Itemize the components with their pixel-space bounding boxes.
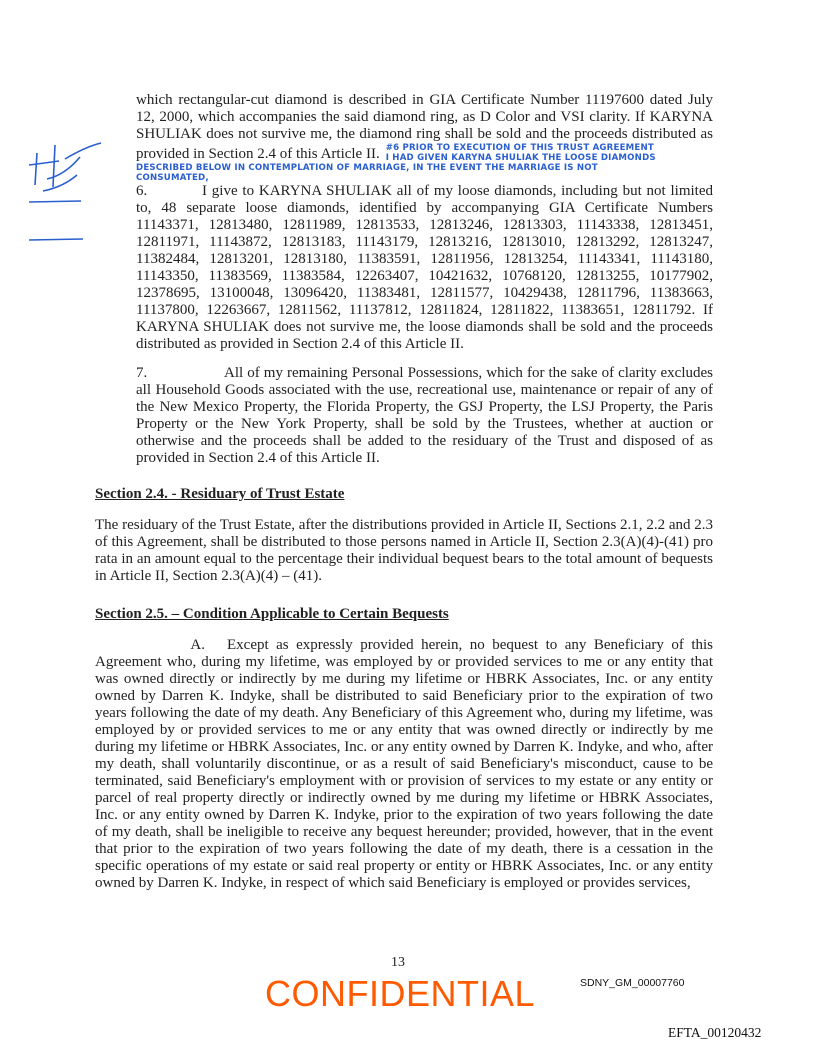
section-2-5-body <box>95 637 713 892</box>
paragraph-text: All of my remaining Personal Possessions, which for the sake of clarity excludes all Household Goods associated with the use, recreational use, maintenance or repair of any of the New Mexico Property, the Florida Property, the GSJ Property, the LSJ Property, the Paris Property or the New York Property, shall be sold by the Trustees, whether at auction or otherwise and the proceeds shall be added to the residuary of the Trust and disposed of as provided in Section 2.4 of this Article II. <box>136 365 713 466</box>
section-2-4-text: The residuary of the Trust Estate, after the distributions provided in Article II, Sections 2.1, 2.2 and 2.3 of this Agreement, shall be distributed to those persons named in Article II, Section 2.3(A)(4)-(41) pro rata in an amount equal to the percentage their individual bequest bears to the total amount of bequests in Article II, Section 2.3(A)(4) – (41). <box>95 517 713 584</box>
section-2-5-text: Except as expressly provided herein, no bequest to any Beneficiary of this Agreement who, during my lifetime, was employed by or provided services to me or any entity that was owned directly or indirectly by me during my lifetime or HBRK Associates, Inc. or any entity owned by Darren K. Indyke, shall be distributed to said Beneficiary prior to the expiration of two years following the date of my death. Any Beneficiary of this Agreement who, during my lifetime, was employed by or provided services to me or any entity that was owned directly or indirectly by me during my lifetime or HBRK Associates, Inc. or any entity owned by Darren K. Indyke, and who, after my death, shall voluntarily discontinue, or as a result of said Beneficiary's misconduct, cause to be terminated, said Beneficiary's employment with or provision of services to my estate or any entity or parcel of real property directly or indirectly owned by me during my lifetime or HBRK Associates, Inc. or any entity owned by Darren K. Indyke, prior to the expiration of two years following the date of my death, shall be ineligible to receive any bequest hereunder; provided, however, that in the event that prior to the expiration of two years following the date of my death, there is a cessation in the specific operations of my estate or said real property or entity or HBRK Associates, Inc. or any entity owned by Darren K. Indyke, in respect of which said Beneficiary is employed or provides services, <box>95 637 713 891</box>
handwritten-line: #6 PRIOR TO EXECUTION OF THIS TRUST AGREEMENT <box>385 143 654 153</box>
paragraph-number: 6. <box>136 183 148 199</box>
section-2-4-heading: Section 2.4. - Residuary of Trust Estate <box>95 486 345 502</box>
diamond-ring-paragraph <box>136 92 713 163</box>
handwritten-line: I HAD GIVEN KARYNA SHULIAK THE LOOSE DIAMONDS <box>385 153 656 163</box>
paragraph-number: 7. <box>136 365 148 381</box>
handwritten-note-inline <box>386 143 656 163</box>
paragraph-text: I give to KARYNA SHULIAK all of my loose diamonds, including but not limited to, 48 separate loose diamonds, identified by accompanying GIA Certificate Numbers 11143371, 12813480, 12811989, 12813533, 12813246, 12813303, 11143338, 12813451, 12811971, 11143872, 12813183, 11143179, 12813216, 12813010, 12813292, 12813247, 11382484, 12813201, 12813180, 11383591, 12811956, 12813254, 11143341, 11143180, 11143350, 11383569, 11383584, 12263407, 10421632, 10768120, 12813255, 10177902, 12378695, 13100048, 13096420, 11383481, 12811577, 10429438, 12811796, 11383663, 11137800, 12263667, 12811562, 11137812, 12811824, 12811822, 11383651, 12811792. If KARYNA SHULIAK does not survive me, the loose diamonds shall be sold and the proceeds distributed as provided in Section 2.4 of this Article II. <box>136 183 713 352</box>
section-2-4-body <box>95 517 713 585</box>
section-2-5-heading: Section 2.5. – Condition Applicable to Certain Bequests <box>95 606 449 622</box>
clause-label: A. <box>190 637 205 653</box>
margin-initials-mark <box>25 135 105 250</box>
paragraph-6 <box>136 183 713 353</box>
bates-number-efta: EFTA_00120432 <box>668 1025 762 1040</box>
diamond-ring-text: which rectangular-cut diamond is described in GIA Certificate Number 11197600 dated July 12, 2000, which accompanies the said diamond ring, as D Color and VSI clarity. If KARYNA SHULIAK does not survive me, the diamond ring shall be sold and the proceeds distributed as provided in Section 2.4 of this Article II. <box>136 92 713 162</box>
document-body <box>95 92 713 892</box>
page-number: 13 <box>391 955 405 970</box>
bates-number-sdny: SDNY_GM_00007760 <box>580 977 685 989</box>
paragraph-7 <box>136 365 713 467</box>
handwritten-line: CONSUMATED, <box>136 173 209 183</box>
confidential-stamp: CONFIDENTIAL <box>265 973 536 1014</box>
handwritten-line: DESCRIBED BELOW IN CONTEMPLATION OF MARRIAGE, IN THE EVENT THE MARRIAGE IS NOT <box>136 163 598 173</box>
handwritten-note <box>136 163 713 183</box>
